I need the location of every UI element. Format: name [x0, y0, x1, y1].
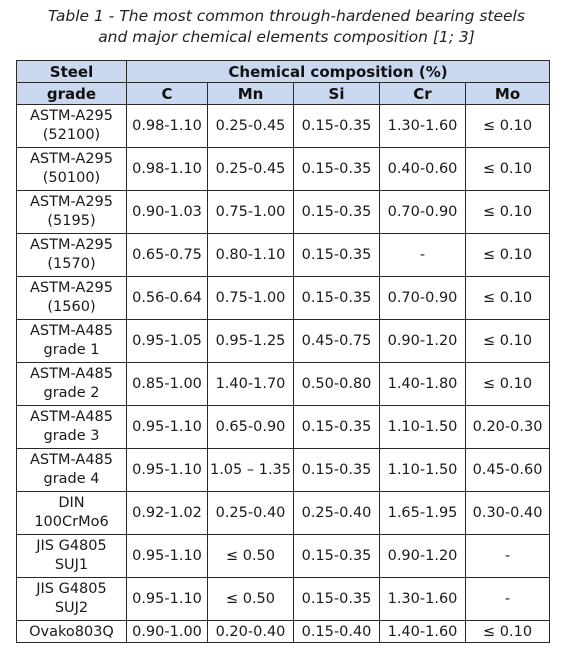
- cell-mo: ≤ 0.10: [466, 363, 550, 406]
- steel-grade-line2: (1560): [47, 299, 96, 315]
- cell-mn: 0.95-1.25: [208, 320, 294, 363]
- steel-grade-line2: grade 3: [43, 428, 100, 444]
- column-header-mo: Mo: [466, 83, 550, 105]
- column-header-c: C: [127, 83, 208, 105]
- cell-mn: ≤ 0.50: [208, 535, 294, 578]
- cell-mo: ≤ 0.10: [466, 621, 550, 643]
- table-row: [17, 406, 550, 449]
- cell-si: 0.25-0.40: [294, 492, 380, 535]
- table-row: [17, 492, 550, 535]
- cell-c: 0.98-1.10: [127, 148, 208, 191]
- cell-cr: 0.90-1.20: [380, 535, 466, 578]
- column-header-mn: Mn: [208, 83, 294, 105]
- steel-grade-line2: grade 2: [43, 385, 100, 401]
- cell-cr: 0.90-1.20: [380, 320, 466, 363]
- steel-grade-cell: [17, 234, 127, 277]
- cell-mn: 0.65-0.90: [208, 406, 294, 449]
- table-row: [17, 578, 550, 621]
- cell-cr: 0.40-0.60: [380, 148, 466, 191]
- caption-line-1: Table 1 - The most common through-hardened bearing steels: [48, 7, 525, 25]
- steel-grade-line1: ASTM-A295: [30, 237, 113, 253]
- steel-grade-line2: grade 4: [43, 471, 100, 487]
- table-row: [17, 191, 550, 234]
- cell-mo: ≤ 0.10: [466, 320, 550, 363]
- cell-mo: ≤ 0.10: [466, 234, 550, 277]
- cell-si: 0.15-0.35: [294, 578, 380, 621]
- header-chemical-composition: Chemical composition (%): [127, 61, 550, 83]
- cell-si: 0.15-0.35: [294, 105, 380, 148]
- cell-si: 0.15-0.35: [294, 535, 380, 578]
- cell-cr: 0.70-0.90: [380, 191, 466, 234]
- steel-grade-line2: (5195): [47, 213, 96, 229]
- steel-grade-line1: ASTM-A485: [30, 409, 113, 425]
- cell-c: 0.90-1.00: [127, 621, 208, 643]
- table-caption: [0, 6, 573, 48]
- cell-mn: 1.40-1.70: [208, 363, 294, 406]
- cell-c: 0.65-0.75: [127, 234, 208, 277]
- steel-grade-line1: ASTM-A295: [30, 280, 113, 296]
- steel-grade-line1: ASTM-A295: [30, 194, 113, 210]
- header-row-top: [17, 61, 550, 83]
- cell-mo: 0.20-0.30: [466, 406, 550, 449]
- cell-si: 0.15-0.35: [294, 406, 380, 449]
- steel-grade-cell: [17, 191, 127, 234]
- table-row: [17, 363, 550, 406]
- steel-grade-line2: (52100): [42, 127, 101, 143]
- cell-cr: 1.30-1.60: [380, 578, 466, 621]
- cell-c: 0.95-1.10: [127, 406, 208, 449]
- cell-si: 0.15-0.35: [294, 234, 380, 277]
- steel-grade-cell: [17, 621, 127, 643]
- steel-grade-cell: [17, 449, 127, 492]
- cell-mo: ≤ 0.10: [466, 148, 550, 191]
- cell-mn: 0.25-0.45: [208, 105, 294, 148]
- header-row-bottom: [17, 83, 550, 105]
- steel-grade-cell: [17, 277, 127, 320]
- steel-grade-line2: 100CrMo6: [34, 514, 109, 530]
- steel-grade-cell: [17, 105, 127, 148]
- cell-mn: 0.25-0.45: [208, 148, 294, 191]
- steel-grade-line2: SUJ1: [54, 557, 89, 573]
- cell-cr: 0.70-0.90: [380, 277, 466, 320]
- cell-si: 0.45-0.75: [294, 320, 380, 363]
- table-row: [17, 105, 550, 148]
- table-row: [17, 449, 550, 492]
- steel-grade-cell: [17, 492, 127, 535]
- cell-c: 0.92-1.02: [127, 492, 208, 535]
- cell-mo: 0.30-0.40: [466, 492, 550, 535]
- cell-c: 0.85-1.00: [127, 363, 208, 406]
- cell-mo: ≤ 0.10: [466, 105, 550, 148]
- cell-cr: 1.65-1.95: [380, 492, 466, 535]
- table-row: [17, 148, 550, 191]
- steel-grade-cell: [17, 578, 127, 621]
- steel-grade-cell: [17, 148, 127, 191]
- cell-mn: 0.25-0.40: [208, 492, 294, 535]
- cell-si: 0.15-0.35: [294, 449, 380, 492]
- cell-mn: 1.05 – 1.35: [208, 449, 294, 492]
- steel-grade-line1: JIS G4805: [36, 581, 107, 597]
- cell-c: 0.95-1.10: [127, 535, 208, 578]
- steel-grade-cell: [17, 320, 127, 363]
- cell-mn: 0.20-0.40: [208, 621, 294, 643]
- column-header-si: Si: [294, 83, 380, 105]
- steel-grade-cell: [17, 363, 127, 406]
- steel-grade-line1: ASTM-A485: [30, 323, 113, 339]
- steel-grade-line1: ASTM-A485: [30, 452, 113, 468]
- steel-grade-line1: DIN: [58, 495, 85, 511]
- steel-grade-cell: [17, 406, 127, 449]
- steel-grade-line1: JIS G4805: [36, 538, 107, 554]
- cell-cr: 1.40-1.60: [380, 621, 466, 643]
- cell-si: 0.15-0.35: [294, 191, 380, 234]
- steel-grade-line2: (1570): [47, 256, 96, 272]
- cell-mn: ≤ 0.50: [208, 578, 294, 621]
- cell-cr: 1.40-1.80: [380, 363, 466, 406]
- steel-grade-cell: [17, 535, 127, 578]
- table-body: [17, 105, 550, 643]
- cell-mo: -: [466, 535, 550, 578]
- cell-cr: 1.30-1.60: [380, 105, 466, 148]
- table-row: [17, 277, 550, 320]
- steel-grade-line2: (50100): [42, 170, 101, 186]
- cell-si: 0.15-0.35: [294, 148, 380, 191]
- cell-cr: 1.10-1.50: [380, 449, 466, 492]
- cell-cr: 1.10-1.50: [380, 406, 466, 449]
- cell-mn: 0.75-1.00: [208, 277, 294, 320]
- cell-c: 0.95-1.10: [127, 449, 208, 492]
- cell-si: 0.15-0.35: [294, 277, 380, 320]
- cell-c: 0.95-1.05: [127, 320, 208, 363]
- table-row: [17, 320, 550, 363]
- caption-line-2: and major chemical elements composition [1; 3]: [98, 28, 475, 46]
- cell-cr: -: [380, 234, 466, 277]
- cell-c: 0.95-1.10: [127, 578, 208, 621]
- header-steel-grade-line1: Steel: [17, 61, 127, 83]
- table-row: [17, 621, 550, 643]
- cell-mn: 0.75-1.00: [208, 191, 294, 234]
- cell-mn: 0.80-1.10: [208, 234, 294, 277]
- cell-si: 0.50-0.80: [294, 363, 380, 406]
- header-steel-grade-line2: grade: [17, 83, 127, 105]
- steel-grade-line1: ASTM-A295: [30, 108, 113, 124]
- steel-grade-line1: Ovako803Q: [29, 623, 114, 640]
- steel-grade-line1: ASTM-A485: [30, 366, 113, 382]
- steel-grade-line2: SUJ2: [54, 600, 89, 616]
- table-row: [17, 234, 550, 277]
- cell-mo: ≤ 0.10: [466, 277, 550, 320]
- steel-grade-line1: ASTM-A295: [30, 151, 113, 167]
- cell-c: 0.56-0.64: [127, 277, 208, 320]
- cell-si: 0.15-0.40: [294, 621, 380, 643]
- steel-grade-line2: grade 1: [43, 342, 100, 358]
- cell-c: 0.90-1.03: [127, 191, 208, 234]
- cell-mo: ≤ 0.10: [466, 191, 550, 234]
- cell-c: 0.98-1.10: [127, 105, 208, 148]
- table-row: [17, 535, 550, 578]
- column-header-cr: Cr: [380, 83, 466, 105]
- cell-mo: 0.45-0.60: [466, 449, 550, 492]
- cell-mo: -: [466, 578, 550, 621]
- composition-table: [16, 60, 550, 643]
